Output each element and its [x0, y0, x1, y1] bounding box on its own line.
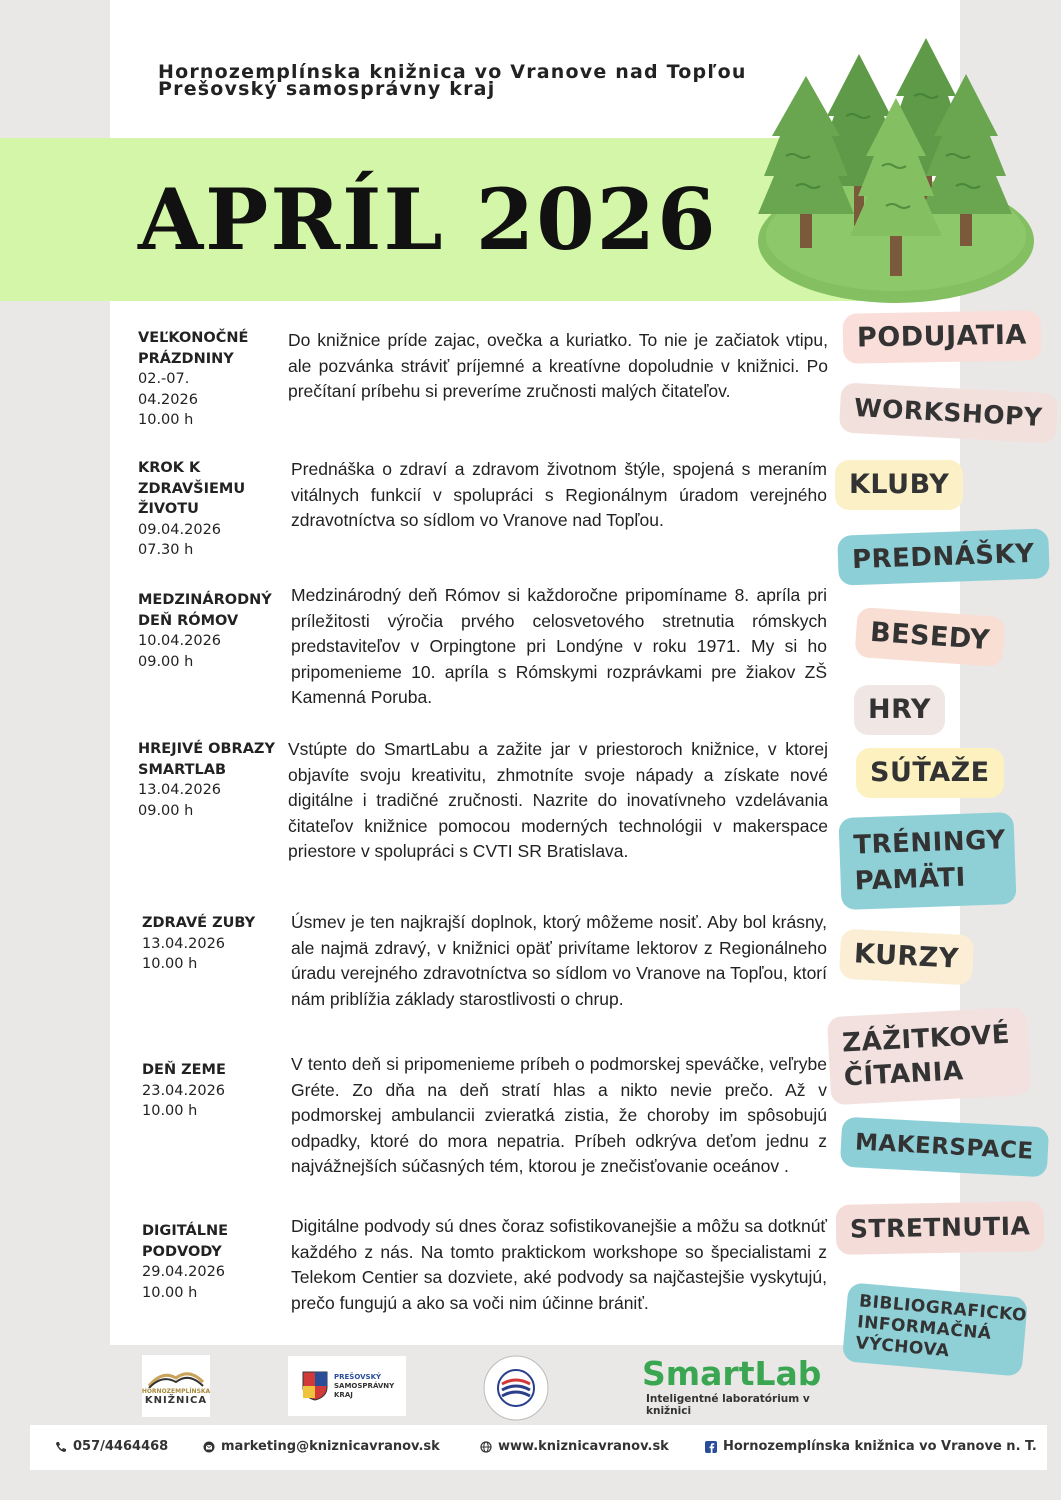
event-description: Vstúpte do SmartLabu a zažite jar v priestoroch knižnice, v ktorej objavíte svoju kreativitu, zhmotníte svoje nápady a získate nové digitálne i tradičné zručnosti. Nazrite do inovatívneho vzdelávania čitateľov knižnice pomocou moderných technológii v makerspace priestore v spolupráci s CVTI SR Bratislava. — [288, 739, 828, 861]
footer-website-text: www.kniznicavranov.sk — [498, 1439, 669, 1454]
event-time: 10.00 h — [138, 412, 194, 428]
region-name: Prešovský samosprávny kraj — [158, 78, 496, 100]
event-time: 10.00 h — [142, 1284, 198, 1301]
event-date: 10.04.2026 — [138, 633, 222, 649]
tag-prednasky: PREDNÁŠKY — [837, 528, 1049, 585]
event-description: Prednáška o zdraví a zdravom životnom štýle, spojená s meraním vitálnych funkcií v spolupráci s Regionálnym úradom verejného zdravotníctva so sídlom vo Vranove nad Topľou. — [291, 459, 827, 530]
footer-email-text: marketing@kniznicavranov.sk — [221, 1439, 440, 1454]
event-date: 23.04.2026 — [142, 1082, 226, 1099]
globe-icon — [480, 1441, 492, 1453]
event-meta — [142, 913, 287, 975]
tag-besedy: BESEDY — [854, 607, 1005, 667]
tag-makerspace: MAKERSPACE — [840, 1117, 1049, 1178]
tag-stretnutia: STRETNUTIA — [836, 1201, 1045, 1255]
contact-footer — [30, 1425, 1047, 1470]
event-time: 10.00 h — [142, 1103, 198, 1119]
footer-facebook-text: Hornozemplínska knižnica vo Vranove n. T. — [723, 1439, 1037, 1454]
psk-coat-of-arms-icon — [302, 1371, 328, 1401]
tag-zazitkove-citania: ZÁŽITKOVÉ ČÍTANIA — [827, 1007, 1031, 1105]
org-name: Hornozemplínska knižnica vo Vranove nad Topľou — [158, 61, 747, 83]
tag-podujatia: PODUJATIA — [843, 310, 1042, 363]
tag-hry: HRY — [854, 685, 945, 735]
trees-illustration — [756, 36, 1036, 304]
event-meta — [138, 739, 288, 821]
organization-header — [158, 61, 747, 100]
event-meta — [142, 1221, 287, 1303]
footer-phone[interactable] — [55, 1439, 168, 1454]
partner-logos — [0, 1350, 1061, 1425]
event-name: DEŇ ZEME — [142, 1062, 226, 1078]
footer-website[interactable] — [480, 1439, 669, 1454]
footer-phone-text: 057/4464468 — [73, 1439, 169, 1454]
event-name: HREJIVÉ OBRAZY SMARTLAB — [138, 741, 275, 778]
cvti-emblem-icon — [482, 1354, 550, 1422]
library-logo-line1: HORNOZEMPLÍNSKA — [141, 1388, 211, 1395]
psk-logo — [288, 1356, 406, 1416]
cvti-logo — [480, 1353, 552, 1423]
event-date: 29.04.2026 — [142, 1264, 226, 1280]
tag-bibliograficko-informacna-vychova: BIBLIOGRAFICKO INFORMAČNÁ VÝCHOVA — [842, 1282, 1028, 1376]
phone-icon — [55, 1441, 67, 1453]
tag-workshopy: WORKSHOPY — [839, 382, 1058, 443]
event-description: Do knižnice príde zajac, ovečka a kuriatko. To nie je začiatok vtipu, ale pozvánka stráviť príjemné a kreatívne dopoludnie v knižnici. Po prečítaní príbehu si preveríme zručnosti malých čitateľov. — [288, 330, 828, 401]
page-title: APRÍL 2026 — [138, 170, 718, 269]
event-time: 07.30 h — [138, 542, 194, 558]
tag-sutaze: SÚŤAŽE — [856, 748, 1004, 798]
event-name: DIGITÁLNE PODVODY — [142, 1223, 228, 1260]
library-logo-line2: KNIŽNICA — [144, 1395, 208, 1406]
event-description: Medzinárodný deň Rómov si každoročne pripomíname 8. apríla pri príležitosti výročia prvého celosvetového stretnutia rómskych predstaviteľov v Orpingtone pri Londýne v roku 1971. My si ho pripomenieme 10. apríla s Rómskymi rozprávkami pre žiakov ZŠ Kamenná Poruba. — [291, 585, 827, 707]
event-time: 09.00 h — [138, 802, 194, 819]
event-meta — [138, 458, 283, 561]
event-name: KROK K ZDRAVŠIEMU ŽIVOTU — [138, 460, 246, 517]
tag-treningy-pamati: TRÉNINGY PAMÄTI — [838, 812, 1016, 910]
tag-kluby: KLUBY — [835, 460, 963, 510]
event-description: V tento deň si pripomenieme príbeh o podmorskej speváčke, veľrybe Gréte. Zo dňa na deň stratí hlas a nikto nevie prečo. Až v podmorskej ambulancii zvieratká zistia, že choroby im spôsobujú odpadky, ktoré do mora nepatria. Príbeh odkrýva deťom jednu z najvážnejších súčasných tém, ktorou je znečisťovanie oceánov . — [291, 1054, 827, 1176]
tag-kurzy: KURZY — [839, 929, 974, 986]
smartlab-logo-subtitle: Inteligentné laboratórium v knižnici — [646, 1393, 810, 1417]
event-meta — [138, 328, 283, 431]
footer-facebook[interactable] — [705, 1439, 1037, 1454]
psk-logo-line2: SAMOSPRÁVNY — [334, 1381, 395, 1390]
library-mountain-icon — [147, 1366, 205, 1388]
library-logo — [142, 1355, 210, 1417]
event-description: Digitálne podvody sú dnes čoraz sofistikovanejšie a môžu sa dotknúť každého z nás. Na tomto praktickom workshope so špecialistami z Telekom Centier sa dozviete, aké podvody sa najčastejšie vyskytujú, prečo fungujú a ako sa voči nim účinne brániť. — [291, 1216, 827, 1313]
event-time: 10.00 h — [142, 956, 198, 972]
facebook-icon — [705, 1441, 717, 1453]
event-name: MEDZINÁRODNÝ DEŇ RÓMOV — [138, 592, 272, 629]
smartlab-logo — [642, 1352, 840, 1420]
event-time: 09.00 h — [138, 653, 194, 670]
event-date: 13.04.2026 — [138, 782, 222, 798]
event-meta — [142, 1060, 287, 1122]
event-meta — [138, 590, 283, 672]
footer-email[interactable] — [203, 1439, 440, 1454]
event-date: 13.04.2026 — [142, 935, 226, 952]
event-name: ZDRAVÉ ZUBY — [142, 915, 256, 931]
event-name: VEĽKONOČNÉ PRÁZDNINY — [138, 330, 249, 367]
psk-logo-line1: PREŠOVSKÝ — [334, 1372, 382, 1381]
event-date: 09.04.2026 — [138, 521, 222, 538]
email-icon — [203, 1441, 215, 1453]
event-date: 02.-07. 04.2026 — [138, 371, 198, 408]
psk-logo-line3: KRAJ — [334, 1390, 353, 1399]
event-description: Úsmev je ten najkrajší doplnok, ktorý môžeme nosiť. Aby bol krásny, ale najmä zdravý, v knižnici opäť privítame lektorov z Regionálneho úradu verejného zdravotníctva so sídlom vo Vranove na Topľou, ktorí nám priblížia základy starostlivosti o chrup. — [291, 912, 827, 1009]
smartlab-logo-title: SmartLab — [642, 1354, 822, 1393]
